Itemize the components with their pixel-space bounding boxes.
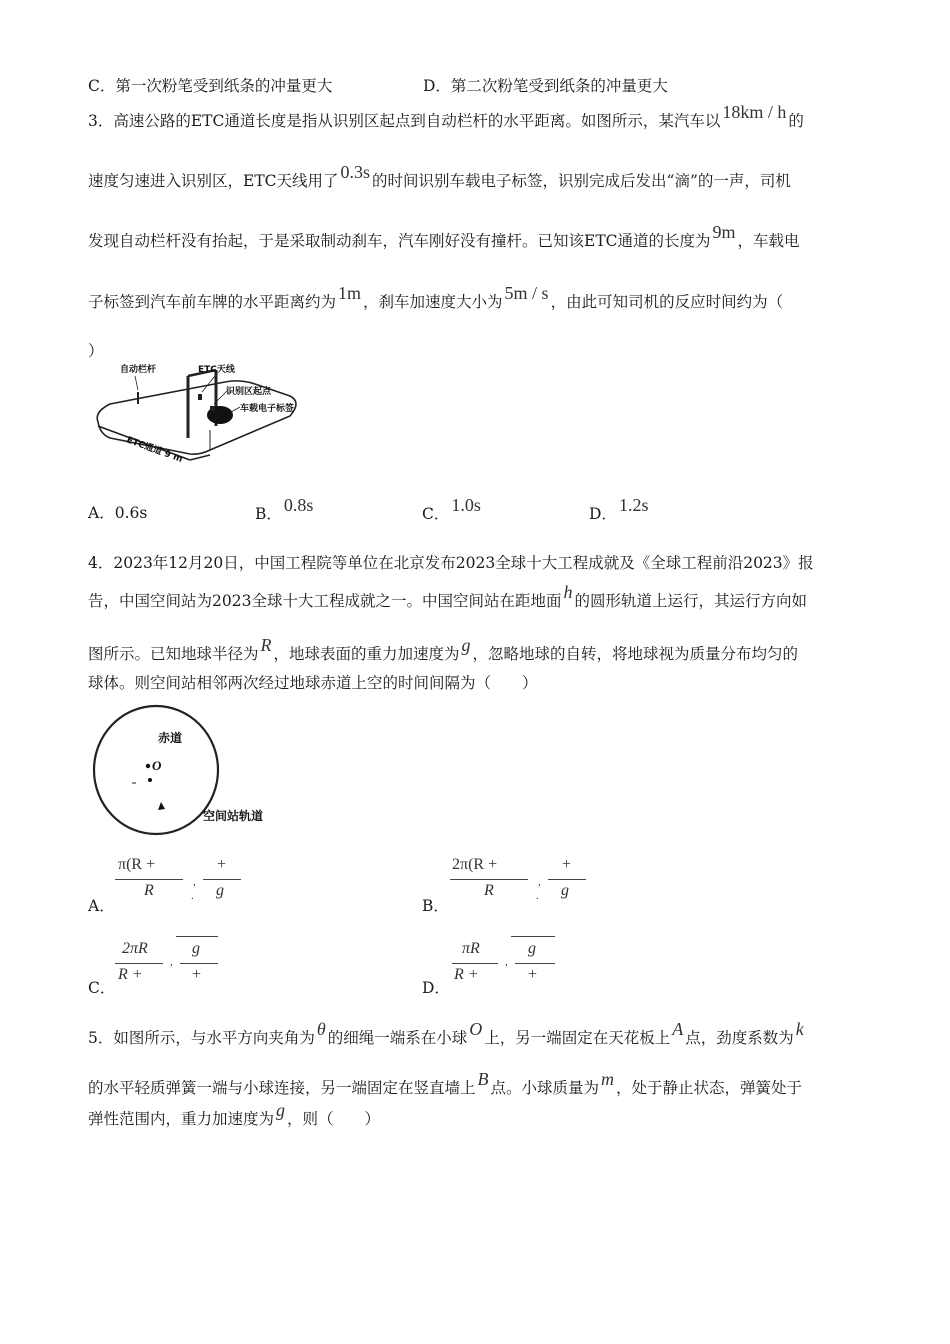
q3-line-5: ）	[88, 342, 104, 360]
label-antenna: ETC天线	[198, 365, 235, 375]
fraction-bar	[115, 879, 183, 880]
q3-text: ，由此可知司机的反应时间约为（	[550, 293, 784, 311]
separator: ,	[170, 956, 173, 968]
separator: ,	[538, 876, 541, 888]
q3-speed: 18km / h	[722, 102, 787, 122]
q3-time: 0.3s	[340, 162, 371, 182]
q4-text: 告，中国空间站为2023全球十大工程成就之一。中国空间站在距地面	[88, 592, 562, 610]
q3-line-3	[88, 222, 800, 251]
separator: ,	[505, 956, 508, 968]
direction-arrow-icon	[158, 802, 165, 810]
q4-radius: R	[260, 635, 272, 655]
fraction-denominator: +	[528, 966, 538, 983]
q4-height: h	[563, 582, 573, 602]
fraction-bar	[180, 963, 218, 964]
q5-text: ，处于静止状态，弹簧处于	[616, 1079, 803, 1097]
option-letter: A．	[88, 504, 115, 522]
option-value: 0.8s	[283, 495, 314, 515]
q3-line-4	[88, 283, 784, 312]
q4-line-3	[88, 635, 799, 664]
option-letter: B．	[255, 505, 282, 523]
q4-text: ，地球表面的重力加速度为	[273, 645, 460, 663]
fraction-denominator: +	[192, 966, 202, 983]
fraction-numerator: π(R +	[118, 856, 156, 873]
label-channel: ETC通道 9 m	[124, 435, 184, 465]
label-equator: 赤道	[158, 731, 183, 745]
q3-option-b[interactable]	[255, 494, 315, 523]
fraction-numerator: 2π(R +	[452, 856, 498, 873]
q5-text: 的细绳一端系在小球	[327, 1029, 468, 1047]
option-letter: D．	[589, 505, 617, 523]
fraction-denominator: R	[484, 882, 494, 899]
separator: .	[536, 890, 539, 902]
fraction-numerator: +	[562, 856, 572, 873]
q3-text: 的	[788, 112, 804, 130]
label-o: O	[152, 758, 162, 773]
fraction-bar	[450, 879, 528, 880]
fraction-bar	[452, 963, 498, 964]
prev-option-c: C．第一次粉笔受到纸条的冲量更大	[88, 77, 333, 95]
orbit-figure	[88, 700, 288, 840]
q4-gravity: g	[461, 635, 471, 655]
fraction-denominator: g	[561, 882, 569, 899]
fraction-denominator: R +	[118, 966, 143, 983]
q5-point-a: A	[672, 1019, 684, 1039]
q5-text: ，则（ ）	[287, 1110, 381, 1128]
q5-stiffness: k	[795, 1019, 804, 1039]
q3-option-d[interactable]	[589, 494, 650, 523]
q3-text: 的时间识别车载电子标签，识别完成后发出“滴”的一声，司机	[372, 172, 791, 190]
sqrt-bar	[176, 936, 218, 937]
fraction-bar	[515, 963, 555, 964]
option-letter: B．	[422, 897, 449, 915]
q3-option-c[interactable]	[422, 494, 483, 523]
q5-text: 上，另一端固定在天花板上	[484, 1029, 671, 1047]
q5-gravity: g	[276, 1100, 286, 1120]
label-start: 识别区起点	[226, 387, 272, 397]
q3-option-a[interactable]	[88, 501, 147, 523]
q5-line-1	[88, 1019, 806, 1048]
q5-text: 弹性范围内，重力加速度为	[88, 1110, 275, 1128]
label-gate: 自动栏杆	[120, 365, 157, 375]
fraction-denominator: g	[216, 882, 224, 899]
label-orbit: 空间站轨道	[203, 809, 264, 823]
fraction-numerator: 2πR	[122, 940, 148, 957]
q3-text: ，车载电	[737, 232, 800, 250]
q3-text: 子标签到汽车前车牌的水平距离约为	[88, 293, 337, 311]
center-point	[146, 764, 150, 768]
fraction-bar	[203, 879, 241, 880]
q3-line-1	[88, 102, 804, 131]
option-value: 1.0s	[451, 495, 481, 515]
q5-text: 5．如图所示，与水平方向夹角为	[88, 1029, 315, 1047]
fraction-bar	[115, 963, 163, 964]
fraction-numerator: πR	[462, 940, 480, 957]
q4-text: ，忽略地球的自转，将地球视为质量分布均匀的	[472, 645, 799, 663]
fraction-denominator: R	[144, 882, 154, 899]
q5-line-2	[88, 1069, 803, 1098]
q5-ball: O	[469, 1019, 483, 1039]
q3-text: 3．高速公路的ETC通道长度是指从识别区起点到自动栏杆的水平距离。如图所示，某汽车以	[88, 112, 721, 130]
q4-text: 图所示。已知地球半径为	[88, 645, 259, 663]
fraction-numerator: g	[192, 940, 200, 957]
etc-lane-figure	[90, 360, 320, 470]
fraction-denominator: R +	[454, 966, 479, 983]
q5-text: 点，劲度系数为	[685, 1029, 794, 1047]
q3-text: 发现自动栏杆没有抬起，于是采取制动刹车，汽车刚好没有撞杆。已知该ETC通道的长度为	[88, 232, 711, 250]
option-letter: A．	[88, 897, 115, 915]
q3-distance: 1m	[338, 283, 362, 303]
option-value: 0.6s	[114, 504, 148, 522]
sqrt-bar	[511, 936, 555, 937]
separator: ,	[193, 876, 196, 888]
q5-mass: m	[601, 1069, 615, 1089]
q4-text: 的圆形轨道上运行，其运行方向如	[574, 592, 807, 610]
fraction-bar	[548, 879, 586, 880]
label-tag: 车载电子标签	[240, 404, 295, 414]
option-letter: C．	[422, 505, 450, 523]
q4-line-2	[88, 582, 807, 611]
option-letter: C．	[88, 979, 116, 997]
q5-text: 的水平轻质弹簧一端与小球连接，另一端固定在竖直墙上	[88, 1079, 476, 1097]
q3-length: 9m	[712, 222, 736, 242]
separator: .	[191, 890, 194, 902]
q5-point-b: B	[477, 1069, 489, 1089]
fraction-numerator: g	[528, 940, 536, 957]
prev-option-d: D．第二次粉笔受到纸条的冲量更大	[423, 77, 668, 95]
q5-line-3	[88, 1100, 381, 1129]
q3-acceleration: 5m / s	[504, 283, 549, 303]
q3-line-2	[88, 162, 791, 191]
q5-text: 点。小球质量为	[490, 1079, 600, 1097]
q5-angle: θ	[316, 1019, 326, 1039]
q3-text: 速度匀速进入识别区，ETC天线用了	[88, 172, 339, 190]
q4-line-4: 球体。则空间站相邻两次经过地球赤道上空的时间间隔为（ ）	[88, 674, 538, 692]
q3-text: ，刹车加速度大小为	[363, 293, 503, 311]
q4-line-1: 4．2023年12月20日，中国工程院等单位在北京发布2023全球十大工程成就及《全球工程前沿2023》报	[88, 554, 814, 572]
option-value: 1.2s	[618, 495, 649, 515]
fraction-numerator: +	[217, 856, 227, 873]
option-letter: D．	[422, 979, 450, 997]
